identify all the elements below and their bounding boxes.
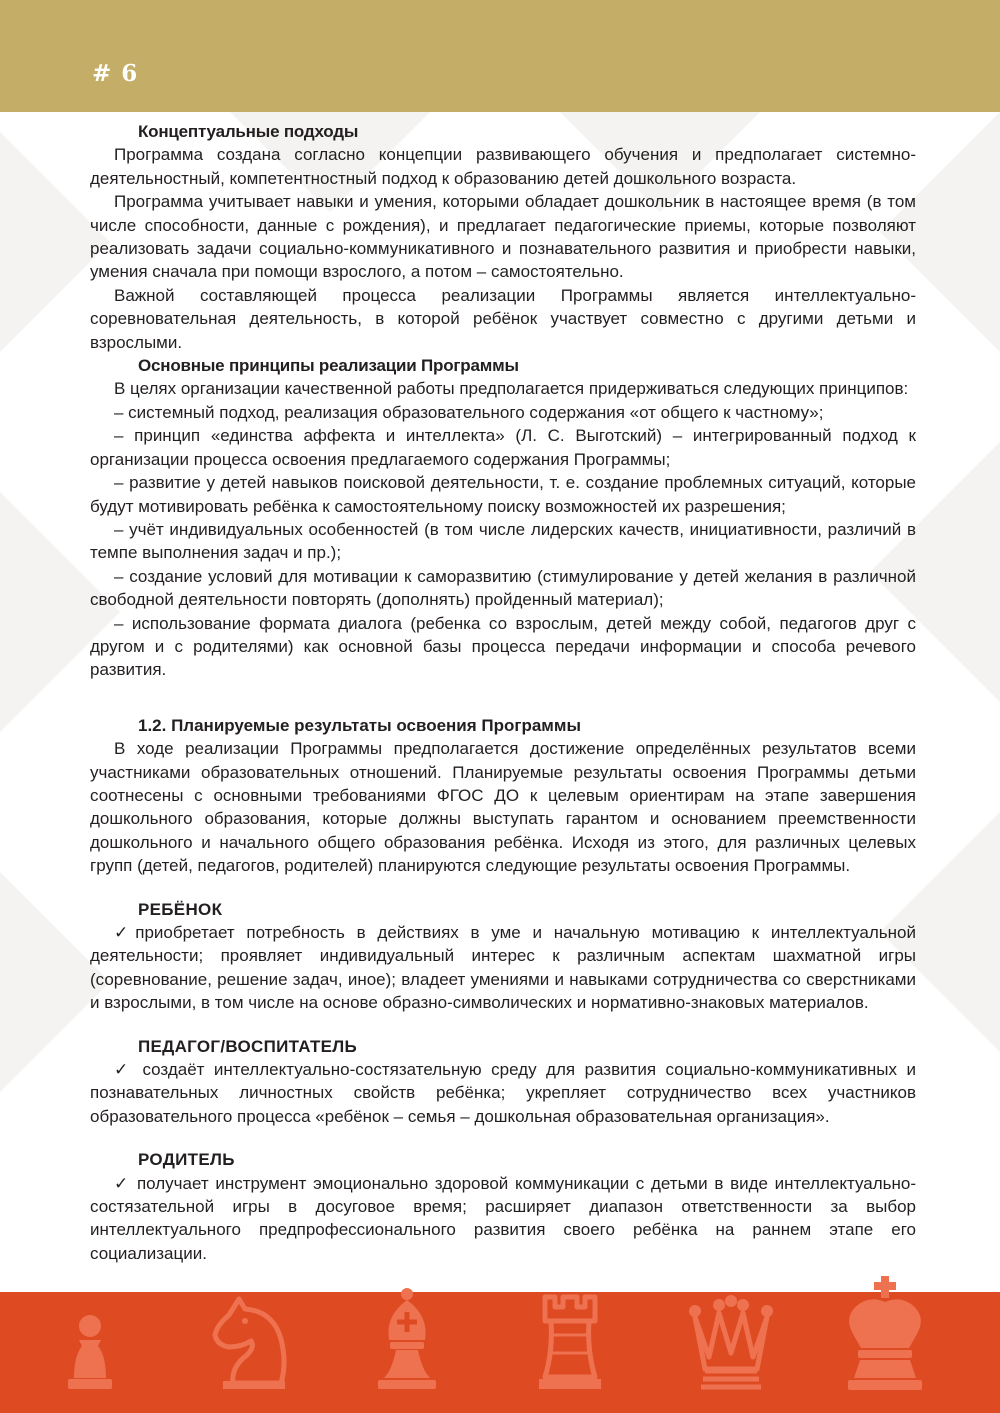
principle-item: – развитие у детей навыков поисковой деятельности, т. е. создание проблемных ситуаций, которые будут мотивировать ребёнка к самостоятельному поиску возможностей их разрешения; [90,473,916,516]
pawn-icon [62,1311,118,1391]
header-bar [0,0,1000,112]
king-icon [840,1276,930,1391]
concept-paragraph-2: Программа учитывает навыки и умения, которыми обладает дошкольник в настоящее время (в том числе способности, данные с рождения), и предлагает педагогические приемы, которые позволяют реализовать задачи социально-коммуникативного и познавательного развития и приобрести навыки, умения сначала при помощи взрослого, а потом – самостоятельно. [90,192,916,282]
principles-heading: Основные принципы реализации Программы [138,356,519,376]
concept-heading: Концептуальные подходы [138,122,359,141]
principle-item: – использование формата диалога (ребенка со взрослым, детей между собой, педагогов друг с другом и с родителями) как основной базы процесса передачи информации и способа речевого развития. [90,613,916,680]
parent-text: ✓ получает инструмент эмоционально здоровой коммуникации с детьми в виде интеллектуально-состязательной игры в досуговое время; расширяет диапазон ответственности за выбор интеллектуального предпрофессионального развития своего ребёнка на раннем этапе его социализации. [90,1173,916,1263]
teacher-heading: ПЕДАГОГ/ВОСПИТАТЕЛЬ [138,1036,358,1056]
child-heading: РЕБЁНОК [138,899,223,919]
principle-item: – создание условий для мотивации к саморазвитию (стимулирование у детей желания в различной свободной деятельности повторять (дополнять) пройденный материал); [90,566,916,610]
page-number: # 6 [92,60,139,87]
principle-item: – принцип «единства аффекта и интеллекта» (Л. С. Выготский) – интегрированный подход к организации процесса освоения предлагаемого содержания Программы; [90,426,916,469]
knight-icon [205,1291,295,1391]
footer-bar [0,1292,1000,1413]
rook-icon [535,1291,605,1391]
teacher-text: ✓ создаёт интеллектуально-состязательную среду для развития социально-коммуникативных и познавательных личностных свойств ребёнка; укрепляет сотрудничество всех участников образовательного процесса «ребёнок – семья – дошкольная образовательная организация». [90,1060,916,1126]
queen-icon [685,1291,777,1391]
parent-heading: РОДИТЕЛЬ [138,1150,235,1170]
concept-paragraph-1: Программа создана согласно концепции развивающего обучения и предполагает системно-деятельностный, компетентностный подход к образованию детей дошкольного возраста. [90,145,916,188]
principle-item: – системный подход, реализация образовательного содержания «от общего к частному»; [114,402,824,422]
results-section-title: 1.2. Планируемые результаты освоения Программы [138,715,581,735]
child-text: ✓приобретает потребность в действиях в уме и начальную мотивацию к интеллектуальной деятельности; проявляет индивидуальный интерес к различным аспектам шахматной игры (соревнование, решение задач, иное); владеет умениями и навыками сотрудничества со сверстниками и взрослыми, в том числе на основе образно-символических и нормативно-знаковых материалов. [90,923,916,1013]
bishop-icon [372,1286,442,1391]
page-content [90,120,916,1265]
results-paragraph: В ходе реализации Программы предполагается достижение определённых результатов всеми участниками образовательных отношений. Планируемые результаты освоения Программы детьми соотнесены с основными требованиями ФГОС ДО к целевым ориентирам на этапе завершения дошкольного образования, которые должны выступать гарантом и основанием преемственности дошкольного и начального общего образования ребёнка. Исходя из этого, для различных целевых групп (детей, педагогов, родителей) планируются следующие результаты освоения Программы. [90,739,916,876]
principles-intro: В целях организации качественной работы предполагается придерживаться следующих принципов: [114,379,909,399]
concept-paragraph-3: Важной составляющей процесса реализации Программы является интеллектуально-соревновательная деятельность, в которой ребёнок участвует совместно с другими детьми и взрослыми. [90,285,916,352]
principle-item: – учёт индивидуальных особенностей (в том числе лидерских качеств, инициативности, различий в темпе выполнения задач и пр.); [90,519,916,563]
